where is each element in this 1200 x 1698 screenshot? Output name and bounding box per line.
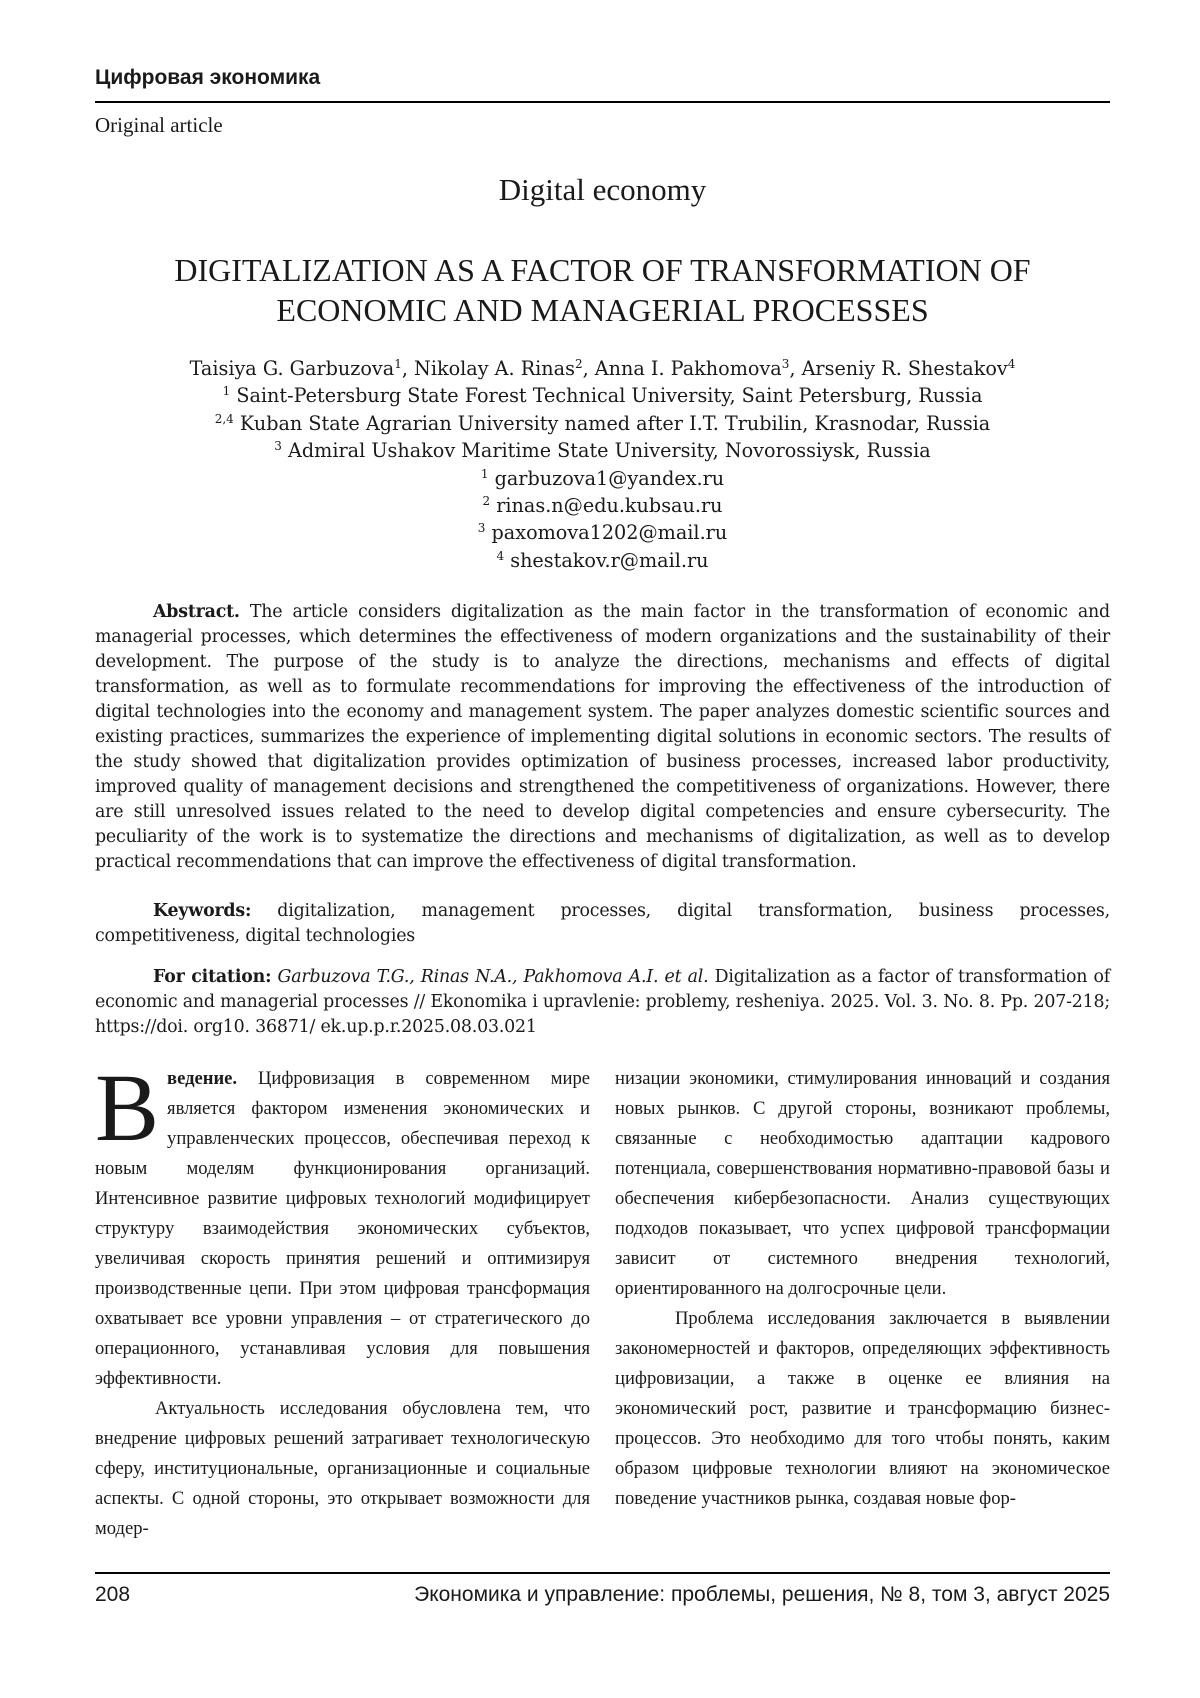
author-sup: 1 — [394, 357, 402, 371]
authors-block — [95, 355, 1110, 574]
running-head: Цифровая экономика — [95, 66, 321, 89]
article-type: Original article — [95, 113, 223, 137]
abstract — [95, 600, 1110, 875]
keywords-text: digitalization, management processes, digital transformation, business processes, competitiveness, digital technologies — [95, 901, 1110, 946]
body-column-left — [95, 1054, 590, 1544]
author-name: Arseniy R. Shestakov — [801, 357, 1008, 380]
affiliation-sup: 3 — [274, 439, 282, 454]
affiliation-text: Kuban State Agrarian University named after I.T. Trubilin, Krasnodar, Russia — [233, 411, 991, 435]
author-sup: 4 — [1007, 357, 1016, 371]
author-sup: 3 — [781, 357, 790, 371]
author-name: Taisiya G. Garbuzova — [189, 357, 395, 380]
citation — [95, 965, 1110, 1040]
email — [95, 465, 1110, 492]
email-text: shestakov.r@mail.ru — [504, 548, 709, 572]
email-sup: 4 — [496, 548, 505, 563]
intro-label: ведение. — [167, 1068, 238, 1089]
intro-text: Цифровизация в современном мире является фактором изменения экономических и управленческих процессов, обеспечивая переход к новым моделям функционирования организаций. Интенсивное развитие цифровых технологий модифицирует структуру взаимодействия экономических субъектов, увеличивая скорость принятия решений и оптимизируя производственные цепи. При этом цифровая трансформация охватывает все уровни управления – от стратегического до операционного, устанавливая условия для повышения эффективности. — [95, 1068, 590, 1389]
authors-line: Taisiya G. Garbuzova$^1$, Nikolay A. Rinas$^2$, Anna I. Pakhomova$^3$, Arseniy R. Shestakov$^4$ — [189, 357, 1016, 380]
affiliation-text: Admiral Ushakov Maritime State University, Novorossiysk, Russia — [281, 439, 931, 463]
abstract-label: Abstract. — [153, 602, 240, 622]
abstract-text: The article considers digitalization as the main factor in the transformation of economic and managerial processes, which determines the effectiveness of modern organizations and the sustainability of their development. The purpose of the study is to analyze the directions, mechanisms and effects of digital transformation, as well as to formulate recommendations for improving the effectiveness of the introduction of digital technologies into the economy and management system. The paper analyzes domestic scientific sources and existing practices, summarizes the experience of implementing digital solutions in economic sectors. The results of the study showed that digitalization provides optimization of business processes, increased labor productivity, improved quality of management decisions and strengthened the competitiveness of organizations. However, there are still unresolved issues related to the need to develop digital competencies and ensure cybersecurity. The peculiarity of the work is to systematize the directions and mechanisms of digitalization, as well as to develop practical recommendations that can improve the effectiveness of digital transformation. — [95, 602, 1110, 872]
body-paragraph: Актуальность исследования обусловлена тем, что внедрение цифровых решений затрагивает технологическую сферу, институциональные, организационные и социальные аспекты. С одной стороны, это открывает возможности для модер- — [95, 1398, 590, 1539]
body-paragraph: Проблема исследования заключается в выявлении закономерностей и факторов, определяющих эффективность цифровизации, а также в оценке ее влияния на экономический рост, развитие и трансформацию бизнес-процессов. Это необходимо для того чтобы понять, каким образом цифровые технологии влияют на экономическое поведение участников рынка, создавая новые фор- — [615, 1308, 1110, 1509]
author-name: Nikolay A. Rinas — [414, 357, 575, 380]
article-title — [95, 250, 1110, 330]
affiliation — [95, 437, 1110, 464]
body-paragraph: низации экономики, стимулирования инноваций и создания новых рынков. С другой стороны, возникают проблемы, связанные с необходимостью адаптации кадрового потенциала, совершенствования нормативно-правовой базы и обеспечения кибербезопасности. Анализ существующих подходов показывает, что успех цифровой трансформации зависит от системного внедрения технологий, ориентированного на долгосрочные цели. — [615, 1068, 1110, 1299]
title-line-2: ECONOMIC AND MANAGERIAL PROCESSES — [276, 292, 929, 328]
author-name: Anna I. Pakhomova — [594, 357, 782, 380]
journal-info: Экономика и управление: проблемы, решения, № 8, том 3, август 2025 — [414, 1583, 1110, 1606]
email-text: paxomova1202@mail.ru — [485, 521, 728, 545]
citation-authors: Garbuzova T.G., Rinas N.A., Pakhomova A.I. et al. — [271, 967, 709, 987]
header-rule — [95, 101, 1110, 103]
email-sup: 3 — [477, 521, 486, 536]
email — [95, 492, 1110, 519]
email-text: rinas.n@edu.kubsau.ru — [490, 494, 723, 518]
page — [95, 0, 1110, 1698]
intro-paragraph — [95, 1054, 590, 1394]
affiliation-sup: 1 — [222, 384, 231, 399]
dropcap: В — [95, 1054, 160, 1161]
keywords-label: Keywords: — [153, 901, 252, 921]
keywords — [95, 899, 1110, 949]
page-number: 208 — [95, 1583, 131, 1606]
email-text: garbuzova1@yandex.ru — [488, 466, 725, 490]
email — [95, 519, 1110, 546]
body-column-right — [615, 1064, 1110, 1514]
affiliation — [95, 410, 1110, 437]
affiliation-text: Saint-Petersburg State Forest Technical University, Saint Petersburg, Russia — [230, 384, 983, 408]
footer-rule — [95, 1572, 1110, 1574]
email-sup: 2 — [482, 494, 491, 509]
citation-text: Digitalization as a factor of transformation of economic and managerial processes // Ekonomika i upravlenie: problemy, resheniya. 2025. Vol. 3. No. 8. Pp. 207-218; https://doi. org10. 36871/ ek.up.p.r.2025.08.03.021 — [95, 967, 1110, 1037]
author-sup: 2 — [574, 357, 583, 371]
affiliation — [95, 382, 1110, 409]
citation-label: For citation: — [153, 967, 272, 987]
affiliation-sup: 2,4 — [214, 411, 234, 426]
email — [95, 547, 1110, 574]
email-sup: 1 — [480, 466, 489, 481]
title-line-1: DIGITALIZATION AS A FACTOR OF TRANSFORMATION OF — [174, 252, 1031, 288]
section-heading: Digital economy — [498, 172, 707, 207]
